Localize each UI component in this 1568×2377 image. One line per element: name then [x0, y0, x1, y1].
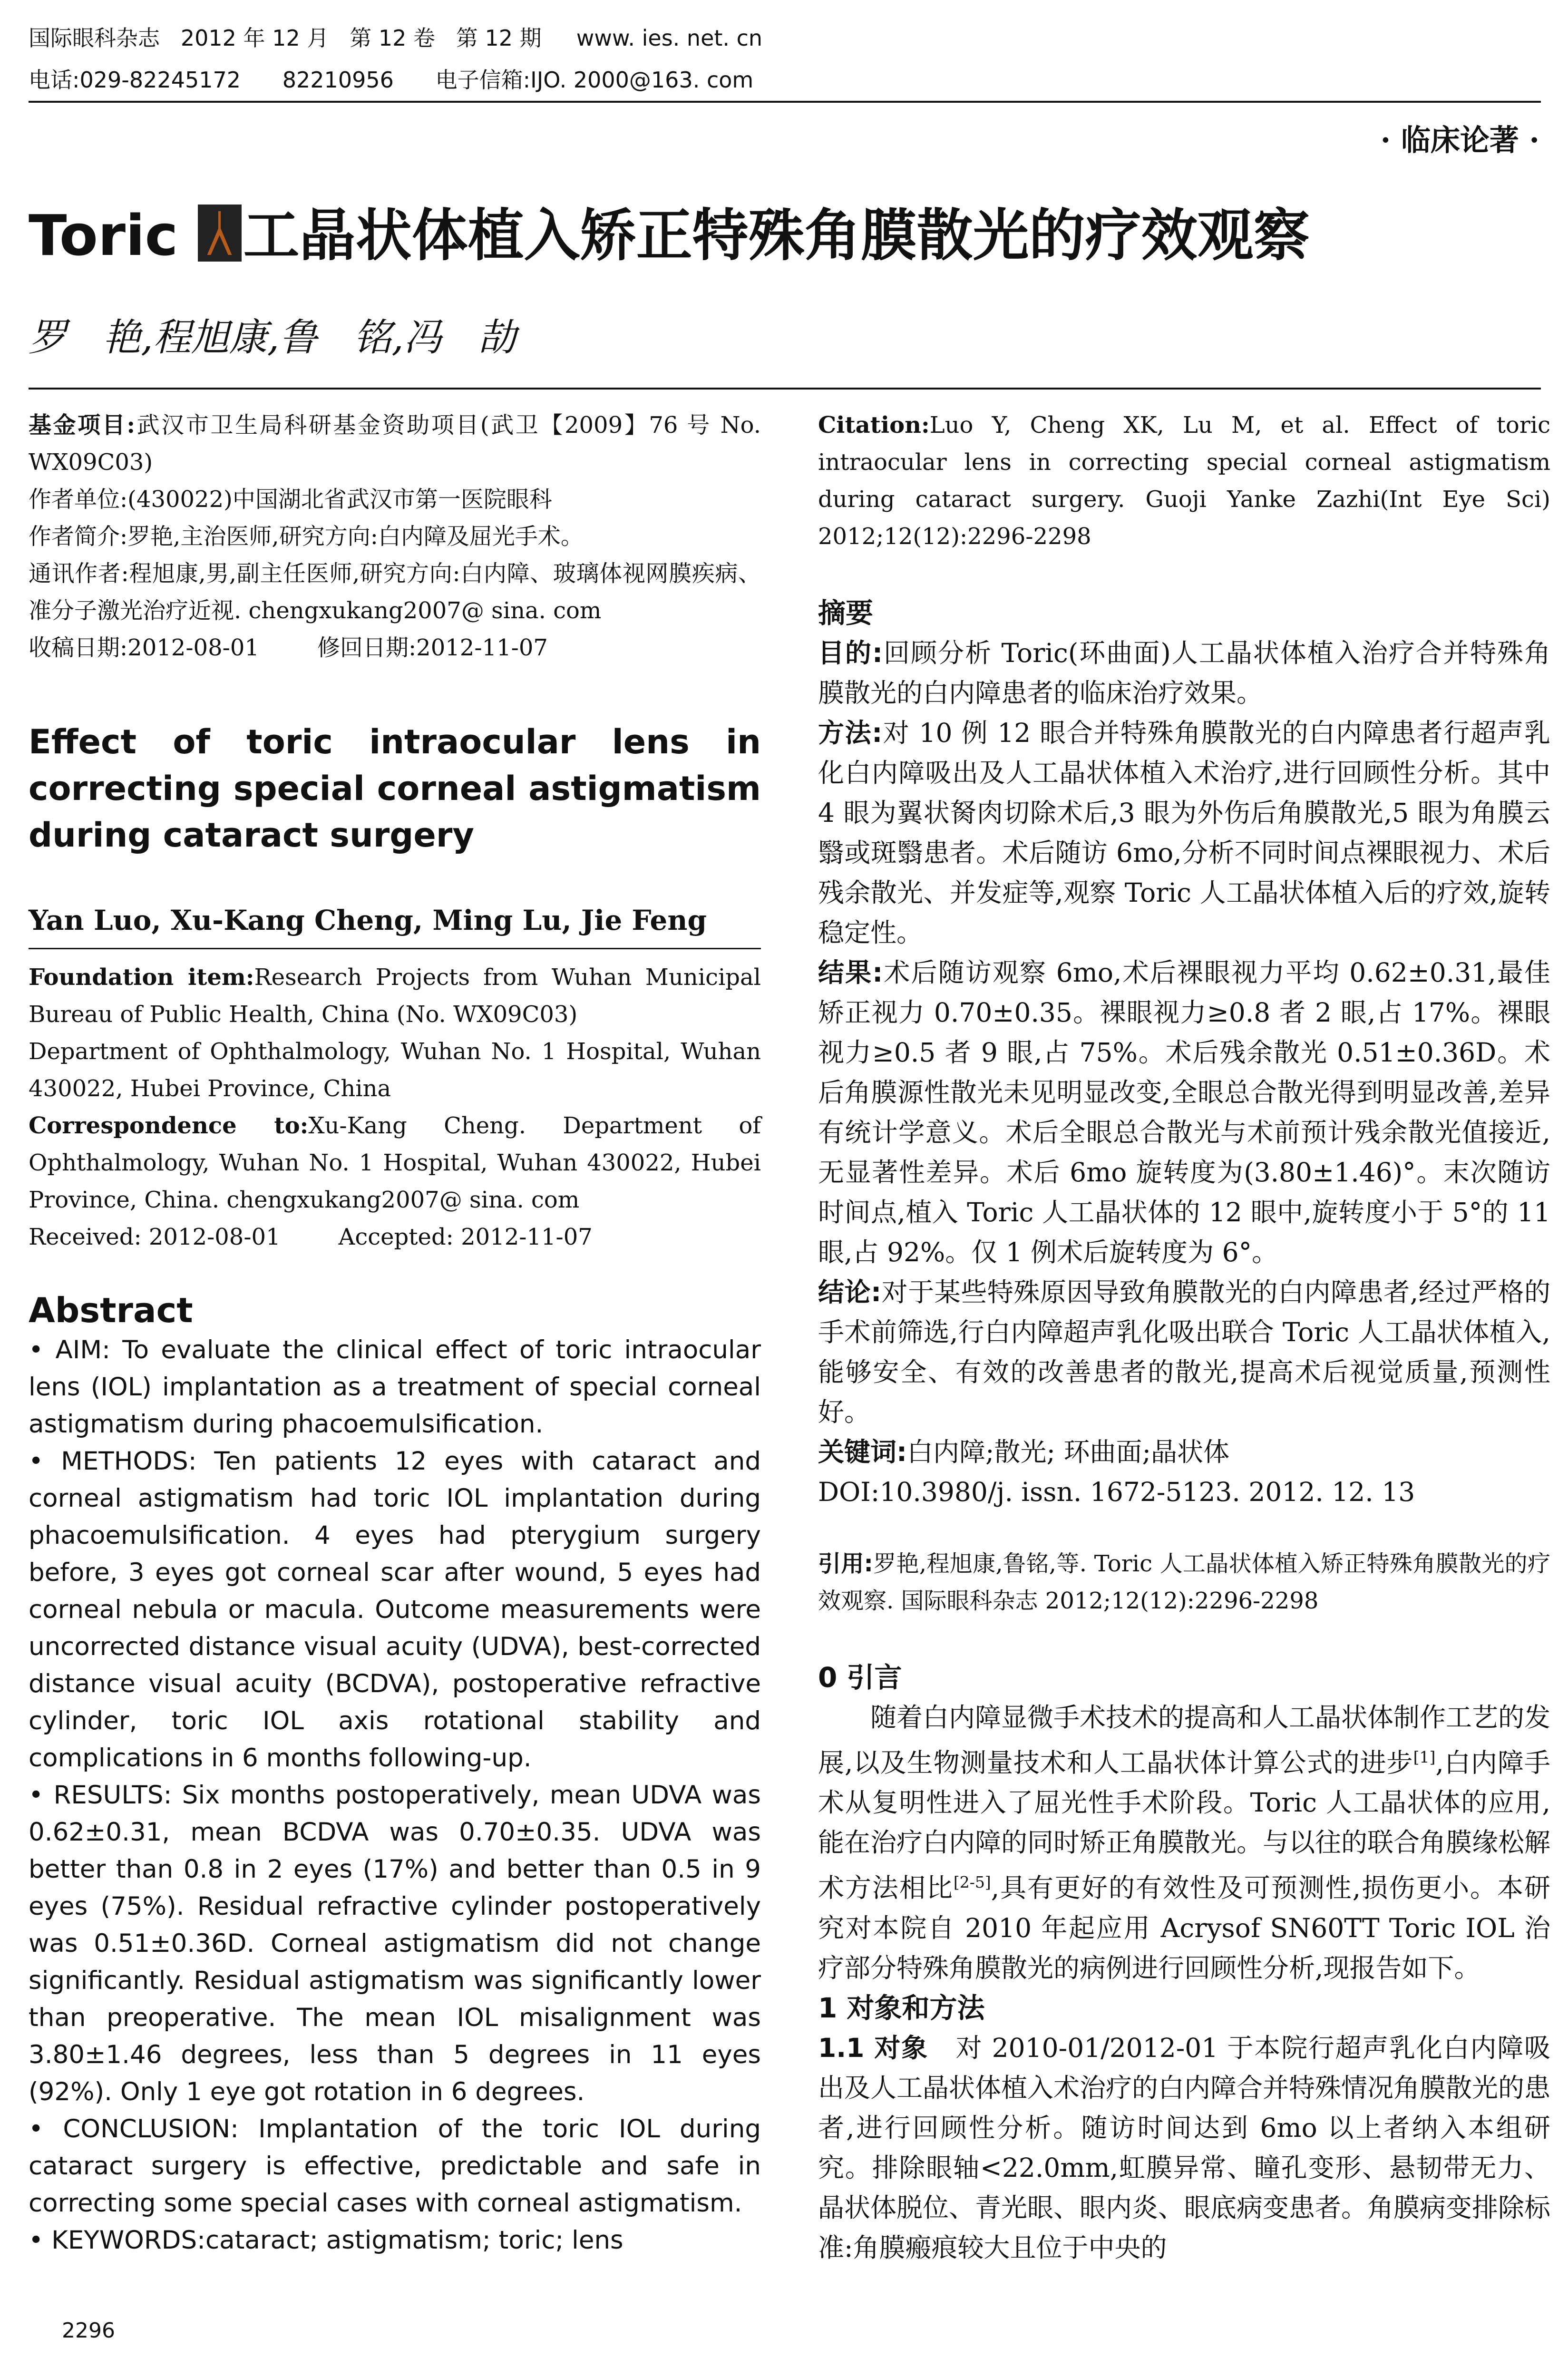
- abstract-results: • RESULTS: Six months postoperatively, mean UDVA was 0.62±0.31, mean BCDVA was 0.70±0.35. UDVA was better than 0.8 in 2 eyes (17%) and better than 0.5 in 9 eyes (75%). Residual refractive cylinder postoperatively was 0.51±0.36D. Corneal astigmatism did not change significantly. Residual astigmatism was significantly lower than preoperative. The mean IOL misalignment was 3.80±1.46 degrees, less than 5 degrees in 11 eyes (92%). Only 1 eye got rotation in 6 degrees.: [29, 1781, 761, 2106]
- citation-cn: 引用:罗艳,程旭康,鲁铭,等. Toric 人工晶状体植入矫正特殊角膜散光的疗效观察. 国际眼科杂志 2012;12(12):2296-2298: [818, 1550, 1551, 1614]
- page-number: 2296: [62, 2319, 115, 2343]
- title-rule: [29, 388, 1541, 390]
- abstract-methods: • METHODS: Ten patients 12 eyes with cataract and corneal astigmatism had toric IOL implantation during phacoemulsification. 4 eyes had pterygium surgery before, 3 eyes got corneal scar after wound, 5 eyes had corneal nebula or macula. Outcome measurements were uncorrected distance visual acuity (UDVA), best-corrected distance visual acuity (BCDVA), postoperative refractive cylinder, toric IOL axis rotational stability and complications in 6 months following-up.: [29, 1447, 761, 1773]
- correspondence-en: Correspondence to:Xu-Kang Cheng. Department of Ophthalmology, Wuhan No. 1 Hospital, Wuhan 430022, Hubei Province, China. chengxukang2007@ sina. com: [29, 1112, 761, 1213]
- abstract-cn-methods: 方法:对 10 例 12 眼合并特殊角膜散光的白内障患者行超声乳化白内障吸出及人工晶状体植入术治疗,进行回顾性分析。其中 4 眼为翼状胬肉切除术后,3 眼为外伤后角膜散光,5 眼为角膜云翳或斑翳患者。术后随访 6mo,分析不同时间点裸眼视力、术后残余散光、并发症等,观察 Toric 人工晶状体植入后的疗效,旋转稳定性。: [818, 718, 1550, 948]
- abstract-cn-keywords: 关键词:白内障;散光; 环曲面;晶状体: [818, 1437, 1230, 1467]
- fund-item: 基金项目:武汉市卫生局科研基金资助项目(武卫【2009】76 号 No. WX09C03): [29, 412, 761, 476]
- abstract-aim: • AIM: To evaluate the clinical effect of toric intraocular lens (IOL) implantation as a treatment of special corneal astigmatism during phacoemulsification.: [29, 1335, 761, 1439]
- foundation-item-en: Foundation item:Research Projects from Wuhan Municipal Bureau of Public Health, China (No. WX09C03): [29, 964, 761, 1028]
- english-title: Effect of toric intraocular lens in correcting special corneal astigmatism during cataract surgery: [29, 722, 761, 855]
- title-rest: 工晶状体植入矫正特殊角膜散光的疗效观察: [243, 203, 1310, 268]
- left-column: [29, 407, 761, 2259]
- abstract-conclusion: • CONCLUSION: Implantation of the toric IOL during cataract surgery is effective, predictable and safe in correcting some special cases with corneal astigmatism.: [29, 2114, 761, 2218]
- subjects-paragraph: 1.1 对象 对 2010-01/2012-01 于本院行超声乳化白内障吸出及人工晶状体植入术治疗的白内障合并特殊情况角膜散光的患者,进行回顾性分析。随访时间达到 6mo 以上者纳入本组研究。排除眼轴<22.0mm,虹膜异常、瞳孔变形、悬韧带无力、晶状体脱位、青光眼、眼内炎、眼底病变患者。角膜病变排除标准:角膜瘢痕较大且位于中央的: [818, 2032, 1551, 2263]
- section-tag: · 临床论著 ·: [1380, 123, 1539, 157]
- header-rule: [29, 101, 1541, 103]
- right-column: [818, 407, 1550, 2268]
- journal-logo-icon: [198, 205, 242, 262]
- received-dates-cn: 收稿日期:2012-08-01 修回日期:2012-11-07: [29, 634, 548, 661]
- abstract-cn-aim: 目的:回顾分析 Toric(环曲面)人工晶状体植入治疗合并特殊角膜散光的白内障患者的临床治疗效果。: [818, 638, 1550, 708]
- journal-header-line2: 电话:029-82245172 82210956 电子信箱:IJO. 2000@163. com: [29, 67, 754, 93]
- author-unit: 作者单位:(430022)中国湖北省武汉市第一医院眼科: [29, 486, 552, 513]
- abstract-cn-conclusion: 结论:对于某些特殊原因导致角膜散光的白内障患者,经过严格的手术前筛选,行白内障超声乳化吸出联合 Toric 人工晶状体植入,能够安全、有效的改善患者的散光,提高术后视觉质量,预测性好。: [818, 1277, 1551, 1427]
- reference-1: [1]: [1413, 1748, 1436, 1766]
- abstract-cn-heading: 摘要: [818, 597, 874, 629]
- abstract-keywords: • KEYWORDS:cataract; astigmatism; toric; lens: [29, 2226, 623, 2255]
- department-en: Department of Ophthalmology, Wuhan No. 1 Hospital, Wuhan 430022, Hubei Province, China: [29, 1038, 761, 1102]
- authors-chinese: 罗 艳,程旭康,鲁 铭,冯 劼: [29, 315, 516, 360]
- doi: DOI:10.3980/j. issn. 1672-5123. 2012. 12. 13: [818, 1477, 1415, 1507]
- article-title: [29, 200, 1310, 271]
- abstract-heading: Abstract: [29, 1290, 193, 1330]
- title-prefix: Toric: [29, 203, 198, 268]
- reference-2-5: [2-5]: [953, 1873, 991, 1892]
- corresponding-author: 通讯作者:程旭康,男,副主任医师,研究方向:白内障、玻璃体视网膜疾病、准分子激光治疗近视. chengxukang2007@ sina. com: [29, 560, 761, 624]
- section-methods: 1 对象和方法: [818, 1991, 985, 2024]
- abstract-cn-results: 结果:术后随访观察 6mo,术后裸眼视力平均 0.62±0.31,最佳矫正视力 0.70±0.35。裸眼视力≥0.8 者 2 眼,占 17%。裸眼视力≥0.5 者 9 眼,占 75%。术后残余散光 0.51±0.36D。术后角膜源性散光未见明显改变,全眼总合散光得到明显改善,差异有统计学意义。术后全眼总合散光与术前预计残余散光值接近,无显著性差异。术后 6mo 旋转度为(3.80±1.46)°。末次随访时间点,植入 Toric 人工晶状体的 12 眼中,旋转度小于 5°的 11 眼,占 92%。仅 1 例术后旋转度为 6°。: [818, 957, 1550, 1267]
- author-intro: 作者简介:罗艳,主治医师,研究方向:白内障及屈光手术。: [29, 523, 584, 550]
- english-authors: Yan Luo, Xu-Kang Cheng, Ming Lu, Jie Feng: [29, 904, 707, 936]
- journal-header-line1: 国际眼科杂志 2012 年 12 月 第 12 卷 第 12 期 www. ies. net. cn: [29, 25, 763, 51]
- section-introduction: 0 引言: [818, 1661, 902, 1694]
- citation-en: Citation:Luo Y, Cheng XK, Lu M, et al. Effect of toric intraocular lens in correcting special corneal astigmatism during cataract surgery. Guoji Yanke Zazhi(Int Eye Sci) 2012;12(12):2296-2298: [818, 412, 1550, 550]
- intro-paragraph: 随着白内障显微手术技术的提高和人工晶状体制作工艺的发展,以及生物测量技术和人工晶状体计算公式的进步[1],白内障手术从复明性进入了屈光性手术阶段。Toric 人工晶状体的应用,能在治疗白内障的同时矫正角膜散光。与以往的联合角膜缘松解术方法相比[2-5],具有更好的有效性及可预测性,损伤更小。本研究对本院自 2010 年起应用 Acrysof SN60TT Toric IOL 治疗部分特殊角膜散光的病例进行回顾性分析,现报告如下。: [818, 1702, 1551, 1983]
- received-dates-en: Received: 2012-08-01 Accepted: 2012-11-07: [29, 1224, 593, 1250]
